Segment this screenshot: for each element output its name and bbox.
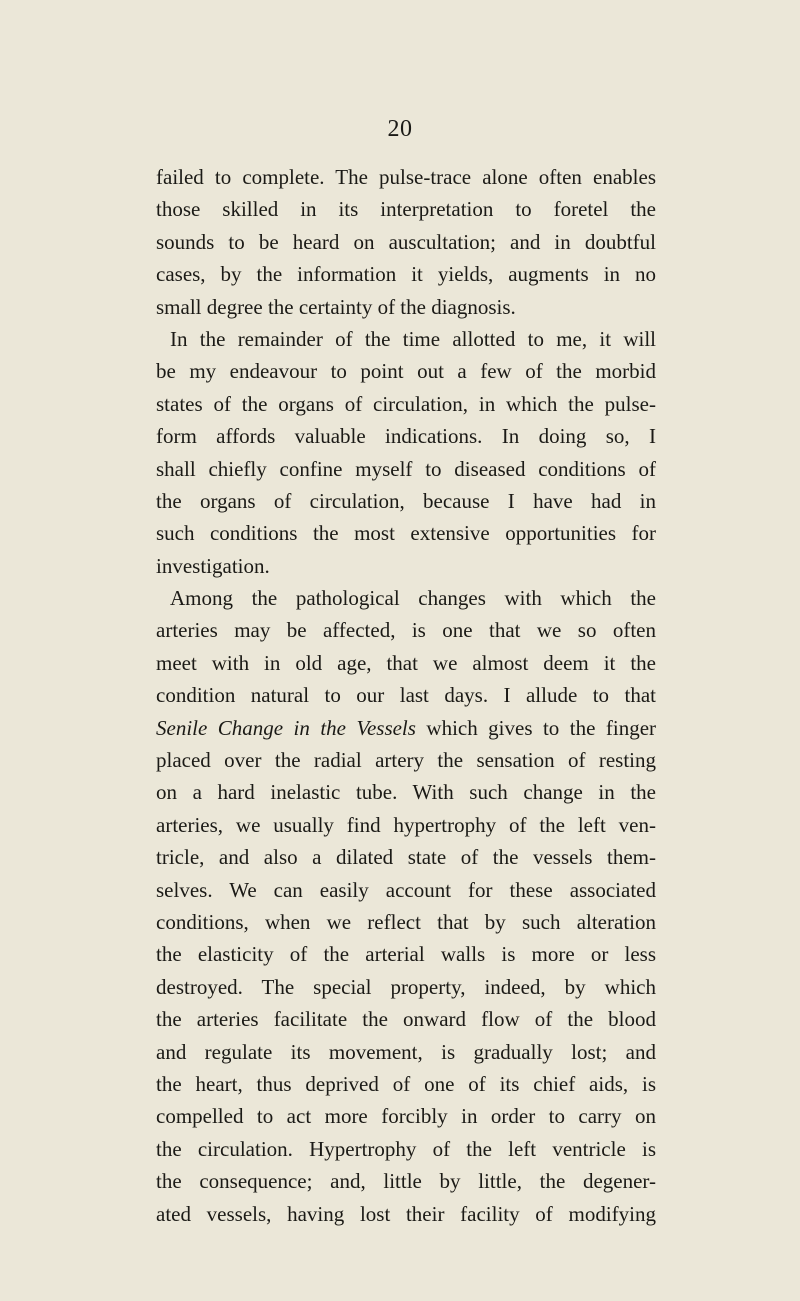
text-line [156,971,656,1003]
text-line [156,582,656,614]
text-line [156,938,656,970]
text-line-content: states of the organs of circulation, in which the pulse- [156,391,656,416]
text-line-content: compelled to act more forcibly in order to carry on [156,1104,656,1129]
text-line [156,355,656,387]
text-line-content: on a hard inelastic tube. With such change in the [156,780,656,805]
text-line [156,550,656,582]
text-line-content: those skilled in its interpretation to foretel the [156,197,656,222]
text-line [156,291,656,323]
text-line-content: the arteries facilitate the onward flow of the blood [156,1007,656,1032]
text-line-content: meet with in old age, that we almost deem it the [156,650,656,675]
text-line [156,388,656,420]
text-line-content: In the remainder of the time allotted to me, it will [170,326,656,351]
text-line [156,323,656,355]
text-line-content: shall chiefly confine myself to diseased conditions of [156,456,656,481]
text-line-content: cases, by the information it yields, augments in no [156,262,656,287]
text-line-content: and regulate its movement, is gradually lost; and [156,1039,656,1064]
text-line-content: form affords valuable indications. In doing so, I [156,424,656,449]
text-line [156,874,656,906]
text-line-content: arteries may be affected, is one that we so often [156,618,656,643]
text-line-content: arteries, we usually find hypertrophy of the left ven- [156,812,656,837]
italic-phrase: Senile Change in the Vessels [156,715,416,740]
text-line-content: condition natural to our last days. I allude to that [156,683,656,708]
text-line [156,453,656,485]
page-number: 20 [387,116,413,142]
text-line [156,906,656,938]
text-line [156,485,656,517]
text-line-content: such conditions the most extensive opportunities for [156,521,656,546]
text-line [156,647,656,679]
text-line [156,614,656,646]
text-line [156,1068,656,1100]
text-line [156,1198,656,1230]
text-line-content: sounds to be heard on auscultation; and in doubtful [156,229,656,254]
text-line [156,193,656,225]
text-line [156,1100,656,1132]
text-line [156,420,656,452]
text-line-content: be my endeavour to point out a few of the morbid [156,359,656,384]
text-line-content: the elasticity of the arterial walls is more or less [156,942,656,967]
text-line-content: failed to complete. The pulse-trace alone often enables [156,165,656,189]
text-line-content: small degree the certainty of the diagnosis. [156,294,516,319]
text-line-content: the circulation. Hypertrophy of the left ventricle is [156,1136,656,1161]
text-line-content: which gives to the finger [415,715,657,740]
text-line [156,1036,656,1068]
text-line [156,809,656,841]
text-line [156,744,656,776]
text-line-content: ated vessels, having lost their facility of modifying [156,1201,656,1226]
text-line-content: destroyed. The special property, indeed, by which [156,974,656,999]
text-line [156,776,656,808]
text-line [156,517,656,549]
text-line [156,1003,656,1035]
text-line [156,679,656,711]
text-line-content: the organs of circulation, because I have had in [156,488,656,513]
text-line-content: selves. We can easily account for these associated [156,877,656,902]
text-line-content: investigation. [156,553,270,578]
text-line-content: the heart, thus deprived of one of its chief aids, is [156,1071,656,1096]
text-line-content: tricle, and also a dilated state of the vessels them- [156,845,656,870]
text-line-content: placed over the radial artery the sensation of resting [156,748,656,773]
text-line [156,841,656,873]
text-line-content: conditions, when we reflect that by such alteration [156,909,656,934]
text-line [156,1133,656,1165]
text-line [156,258,656,290]
body-text [156,161,656,1230]
text-line [156,1165,656,1197]
text-line [156,712,656,744]
text-line-content: Among the pathological changes with which the [170,586,656,611]
text-line [156,161,656,193]
text-line [156,226,656,258]
text-line-content: the consequence; and, little by little, the degener- [156,1169,656,1194]
